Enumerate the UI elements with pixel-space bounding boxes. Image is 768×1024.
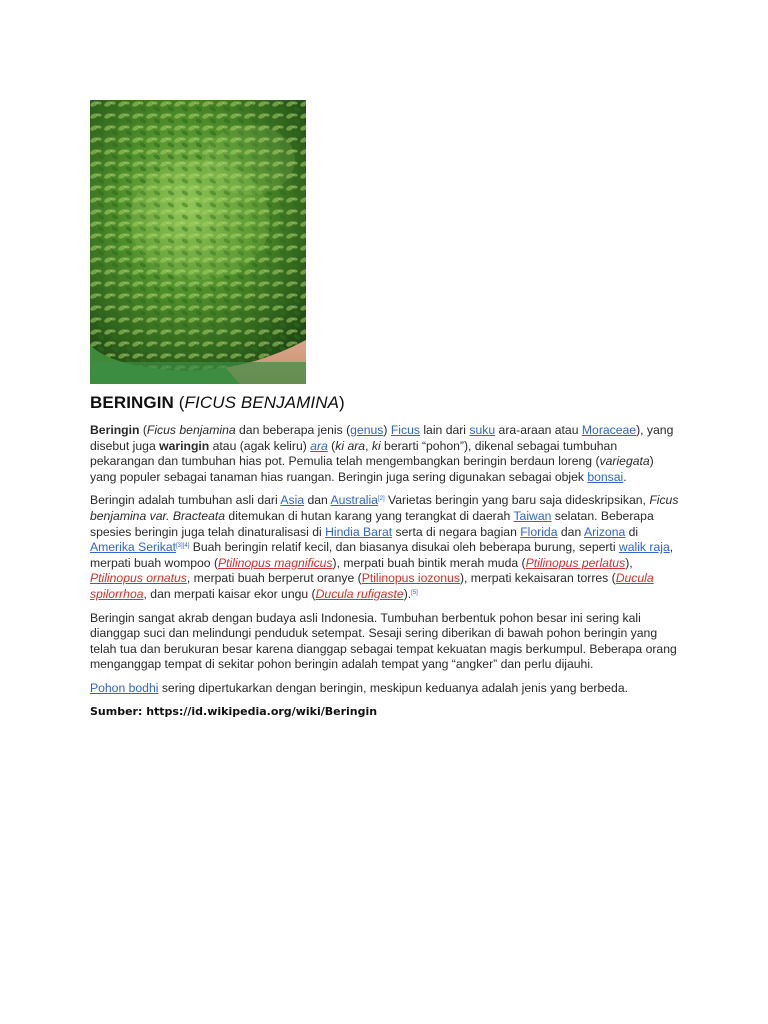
article <box>90 100 680 718</box>
link-florida[interactable]: Florida <box>520 524 558 539</box>
paragraph-3: Beringin sangat akrab dengan budaya asli Indonesia. Tumbuhan berbentuk pohon besar ini sering kali dianggap suci dan melindungi penduduk setempat. Sesaji sering diberikan di bawah pohon beringin yang telah tua dan berukuran besar karena dianggap sebagai tempat kekuatan magis berkumpul. Beberapa orang menganggap tempat di sekitar pohon beringin adalah tempat yang “angker” dan perlu dijauhi. <box>90 610 677 672</box>
text: ), merpati buah bintik merah muda ( <box>332 555 526 570</box>
text: ) yang populer sebagai tanaman hias ruangan. Beringin juga sering digunakan sebagai objek <box>90 454 654 484</box>
title-scientific-name: FICUS BENJAMINA <box>184 393 340 412</box>
link-hindia-barat[interactable]: Hindia Barat <box>325 524 393 539</box>
text-italic: ki ara <box>335 438 366 453</box>
text: , <box>365 438 372 453</box>
title-name: BERINGIN <box>90 393 174 412</box>
link-walik-raja[interactable]: walik raja <box>618 540 670 555</box>
beringin-photo <box>90 100 306 384</box>
redlink-ptilinopus-iozonus[interactable]: Ptilinopus iozonus <box>361 571 460 586</box>
link-moraceae[interactable]: Moraceae <box>581 423 637 437</box>
link-suku[interactable]: suku <box>469 423 496 437</box>
redlink-ptilinopus-perlatus[interactable]: Ptilinopus perlatus <box>525 555 626 570</box>
source-citation: Sumber: https://id.wikipedia.org/wiki/Beringin <box>90 704 378 718</box>
text: dan <box>557 524 584 539</box>
paragraph-2 <box>90 493 680 602</box>
text: berarti “pohon”), dikenal sebagai tumbuhan pekarangan dan tumbuhan hias pot. Pemulia telah mengembangkan beringin berdaun loreng ( <box>90 438 618 469</box>
text: ara-araan atau <box>495 423 582 437</box>
text: ( <box>139 423 147 437</box>
link-taiwan[interactable]: Taiwan <box>513 508 552 523</box>
text-italic: variegata <box>599 454 650 469</box>
link-amerika-serikat[interactable]: Amerika Serikat <box>90 540 177 555</box>
paragraph-4 <box>90 681 680 697</box>
title-open: ( <box>173 393 185 412</box>
text: , dan merpati kaisar ekor ungu ( <box>143 586 316 601</box>
text: atau (agak keliru) <box>209 438 311 453</box>
text: Varietas beringin yang baru saja dideskripsikan, <box>384 493 650 508</box>
text: ( <box>327 438 336 453</box>
term-beringin: Beringin <box>90 423 140 437</box>
text: serta di negara bagian <box>392 524 521 539</box>
text: . <box>623 469 627 484</box>
redlink-ptilinopus-ornatus[interactable]: Ptilinopus ornatus <box>90 571 187 586</box>
text: sering dipertukarkan dengan beringin, meskipun keduanya adalah jenis yang berbeda. <box>158 680 628 695</box>
link-genus[interactable]: genus <box>350 423 384 437</box>
text: di <box>625 524 639 539</box>
text: ditemukan di hutan karang yang terangkat di daerah <box>225 508 514 523</box>
link-pohon-bodhi[interactable]: Pohon bodhi <box>90 680 159 695</box>
text-italic: ki <box>371 438 381 453</box>
text-italic: Ficus benjamina <box>146 423 236 437</box>
reference-3-4[interactable]: [3][4] <box>176 543 190 550</box>
text-italic: Ficus benjamina var. Bracteata <box>90 493 679 523</box>
text: dan beberapa jenis ( <box>235 423 351 437</box>
term-waringin: waringin <box>159 438 210 453</box>
text: ). <box>403 586 412 601</box>
link-arizona[interactable]: Arizona <box>583 524 626 539</box>
link-australia[interactable]: Australia <box>330 493 378 508</box>
text: selatan. Beberapa spesies beringin juga telah dinaturalisasi di <box>90 508 654 539</box>
text: Buah beringin relatif kecil, dan biasanya disukai oleh beberapa burung, seperti <box>189 540 619 555</box>
reference-5[interactable]: [5] <box>411 589 418 596</box>
text: ) <box>383 423 391 437</box>
paragraph-1 <box>90 423 680 485</box>
text: ), yang disebut juga <box>90 423 674 453</box>
link-ara[interactable]: ara <box>310 438 328 453</box>
link-asia[interactable]: Asia <box>280 493 305 508</box>
text: , merpati buah wompoo ( <box>90 540 674 570</box>
text: ), <box>625 555 633 570</box>
redlink-ptilinopus-magnificus[interactable]: Ptilinopus magnificus <box>218 555 333 570</box>
text: dan <box>304 493 331 508</box>
redlink-ducula-spilorrhoa[interactable]: Ducula spilorrhoa <box>90 571 654 601</box>
link-ficus[interactable]: Ficus <box>390 423 420 437</box>
redlink-ducula-rufigaste[interactable]: Ducula rufigaste <box>315 586 404 601</box>
link-bonsai[interactable]: bonsai <box>587 469 624 484</box>
article-title <box>90 393 680 413</box>
text: lain dari <box>419 423 470 437</box>
text: , merpati buah berperut oranye ( <box>186 571 362 586</box>
title-close: ) <box>339 393 345 412</box>
text: ), merpati kekaisaran torres ( <box>459 571 616 586</box>
text: Beringin adalah tumbuhan asli dari <box>90 493 281 508</box>
reference-2[interactable]: [2] <box>377 496 385 503</box>
